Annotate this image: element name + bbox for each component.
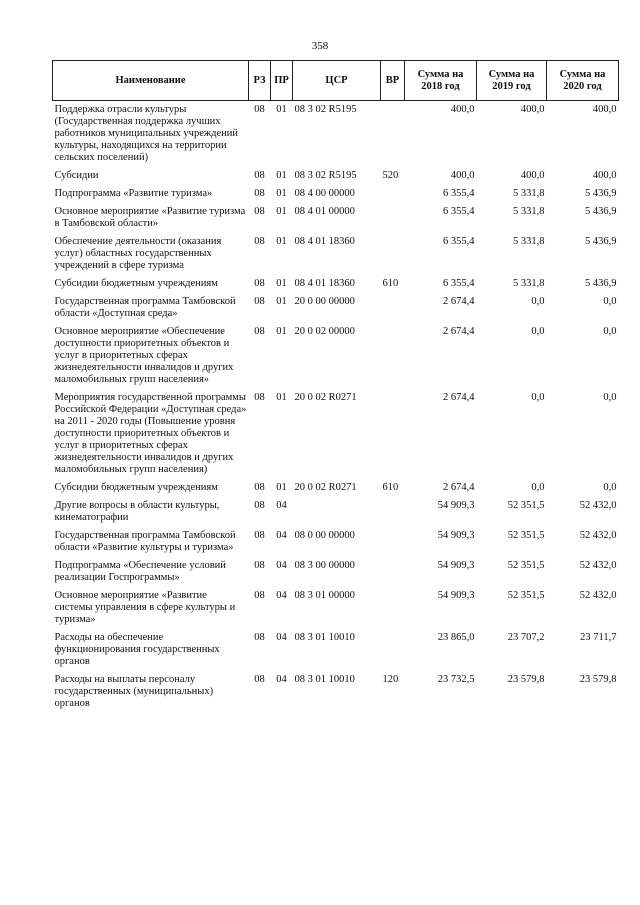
row-rz: 08 bbox=[254, 590, 265, 601]
table-row bbox=[53, 188, 619, 206]
row-sum-2020: 5 436,9 bbox=[585, 188, 617, 199]
row-csr: 08 3 02 R5195 bbox=[294, 170, 357, 181]
row-rz: 08 bbox=[254, 482, 265, 493]
row-name: Подпрограмма «Развитие туризма» bbox=[54, 188, 213, 199]
row-csr: 08 4 00 00000 bbox=[294, 188, 355, 199]
row-rz: 08 bbox=[254, 236, 265, 247]
row-rz: 08 bbox=[254, 296, 265, 307]
row-sum-2020: 23 711,7 bbox=[580, 632, 617, 643]
row-csr: 08 3 01 00000 bbox=[294, 590, 355, 601]
row-sum-2020: 5 436,9 bbox=[585, 206, 617, 217]
row-name: Поддержка отрасли культуры (Государственная поддержка лучших работников муниципальных учреждений культуры, находящихся на территории сельских поселений) bbox=[54, 104, 238, 163]
row-name: Субсидии бюджетным учреждениям bbox=[54, 482, 218, 493]
row-pr: 04 bbox=[276, 500, 287, 511]
row-sum-2018: 2 674,4 bbox=[443, 482, 475, 493]
row-pr: 01 bbox=[276, 482, 287, 493]
row-rz: 08 bbox=[254, 500, 265, 511]
row-csr: 20 0 02 00000 bbox=[294, 326, 355, 337]
row-vr bbox=[381, 530, 405, 560]
row-rz: 08 bbox=[254, 560, 265, 571]
row-sum-2019: 5 331,8 bbox=[513, 236, 545, 247]
row-sum-2018: 54 909,3 bbox=[437, 560, 475, 571]
table-row bbox=[53, 632, 619, 674]
table-row bbox=[53, 170, 619, 188]
row-sum-2020: 400,0 bbox=[592, 104, 617, 115]
row-vr bbox=[381, 590, 405, 632]
row-rz: 08 bbox=[254, 674, 265, 685]
row-pr: 01 bbox=[276, 278, 287, 289]
header-pr: ПР bbox=[271, 61, 293, 101]
row-csr: 08 0 00 00000 bbox=[294, 530, 355, 541]
row-name: Субсидии bbox=[54, 170, 99, 181]
row-name: Государственная программа Тамбовской области «Развитие культуры и туризма» bbox=[54, 530, 236, 553]
row-pr: 01 bbox=[276, 392, 287, 403]
row-sum-2019: 52 351,5 bbox=[507, 590, 545, 601]
row-csr: 08 4 01 18360 bbox=[294, 236, 355, 247]
row-sum-2018: 2 674,4 bbox=[443, 296, 475, 307]
row-rz: 08 bbox=[254, 632, 265, 643]
row-vr: 520 bbox=[382, 170, 399, 181]
row-name: Другие вопросы в области культуры, кинематографии bbox=[54, 500, 220, 523]
table-row bbox=[53, 674, 619, 716]
row-sum-2018: 23 732,5 bbox=[437, 674, 475, 685]
row-sum-2018: 400,0 bbox=[450, 170, 475, 181]
row-csr bbox=[293, 500, 381, 530]
row-csr: 20 0 02 R0271 bbox=[294, 392, 357, 403]
row-pr: 04 bbox=[276, 632, 287, 643]
row-pr: 04 bbox=[276, 560, 287, 571]
row-csr: 08 3 00 00000 bbox=[294, 560, 355, 571]
row-name: Расходы на выплаты персоналу государственных (муниципальных) органов bbox=[54, 674, 214, 709]
row-rz: 08 bbox=[254, 206, 265, 217]
row-pr: 01 bbox=[276, 188, 287, 199]
row-sum-2019: 0,0 bbox=[531, 392, 545, 403]
row-pr: 01 bbox=[276, 236, 287, 247]
table-row bbox=[53, 101, 619, 171]
row-sum-2019: 400,0 bbox=[520, 170, 545, 181]
row-pr: 01 bbox=[276, 170, 287, 181]
row-rz: 08 bbox=[254, 278, 265, 289]
row-rz: 08 bbox=[254, 326, 265, 337]
table-row bbox=[53, 560, 619, 590]
row-vr: 120 bbox=[382, 674, 399, 685]
table-row bbox=[53, 482, 619, 500]
header-sum-2019: Сумма на 2019 год bbox=[477, 61, 547, 101]
row-sum-2019: 0,0 bbox=[531, 326, 545, 337]
row-sum-2020: 5 436,9 bbox=[585, 278, 617, 289]
row-vr bbox=[381, 236, 405, 278]
row-sum-2019: 0,0 bbox=[531, 482, 545, 493]
row-sum-2019: 23 707,2 bbox=[507, 632, 545, 643]
table-row bbox=[53, 326, 619, 392]
row-name: Расходы на обеспечение функционирования государственных органов bbox=[54, 632, 220, 667]
row-sum-2019: 23 579,8 bbox=[507, 674, 545, 685]
row-rz: 08 bbox=[254, 104, 265, 115]
row-vr bbox=[381, 500, 405, 530]
row-sum-2020: 0,0 bbox=[603, 392, 617, 403]
header-name: Наименование bbox=[53, 61, 249, 101]
row-name: Субсидии бюджетным учреждениям bbox=[54, 278, 218, 289]
row-csr: 08 4 01 00000 bbox=[294, 206, 355, 217]
row-sum-2019: 52 351,5 bbox=[507, 500, 545, 511]
row-vr bbox=[381, 392, 405, 482]
budget-table bbox=[52, 60, 619, 716]
row-name: Мероприятия государственной программы Российской Федерации «Доступная среда» на 2011 - 2020 годы (Повышение уровня доступности приоритетных объектов и услуг в приоритетных сферах жизнедеятельности инвалидов и других маломобильных групп населения) bbox=[54, 392, 247, 475]
table-row bbox=[53, 236, 619, 278]
row-sum-2020: 52 432,0 bbox=[579, 500, 617, 511]
row-pr: 01 bbox=[276, 326, 287, 337]
row-pr: 01 bbox=[276, 104, 287, 115]
row-pr: 04 bbox=[276, 590, 287, 601]
row-vr bbox=[381, 632, 405, 674]
header-rz: РЗ bbox=[249, 61, 271, 101]
row-sum-2018: 6 355,4 bbox=[443, 206, 475, 217]
row-name: Обеспечение деятельности (оказания услуг) областных государственных учреждений в сфере туризма bbox=[54, 236, 222, 271]
row-csr: 20 0 02 R0271 bbox=[294, 482, 357, 493]
row-sum-2020: 52 432,0 bbox=[579, 590, 617, 601]
row-sum-2019: 0,0 bbox=[531, 296, 545, 307]
row-vr: 610 bbox=[382, 482, 399, 493]
row-vr bbox=[381, 560, 405, 590]
table-row bbox=[53, 530, 619, 560]
header-sum-2020: Сумма на 2020 год bbox=[547, 61, 619, 101]
table-row bbox=[53, 278, 619, 296]
row-pr: 04 bbox=[276, 674, 287, 685]
row-sum-2018: 2 674,4 bbox=[443, 326, 475, 337]
row-rz: 08 bbox=[254, 170, 265, 181]
row-sum-2019: 5 331,8 bbox=[513, 206, 545, 217]
row-rz: 08 bbox=[254, 530, 265, 541]
row-rz: 08 bbox=[254, 392, 265, 403]
header-csr: ЦСР bbox=[293, 61, 381, 101]
row-sum-2020: 0,0 bbox=[603, 296, 617, 307]
table-row bbox=[53, 590, 619, 632]
header-vr: ВР bbox=[381, 61, 405, 101]
row-sum-2020: 52 432,0 bbox=[579, 530, 617, 541]
row-sum-2020: 5 436,9 bbox=[585, 236, 617, 247]
row-name: Подпрограмма «Обеспечение условий реализации Госпрограммы» bbox=[54, 560, 226, 583]
row-sum-2019: 400,0 bbox=[520, 104, 545, 115]
row-csr: 20 0 00 00000 bbox=[294, 296, 355, 307]
table-body bbox=[53, 101, 619, 717]
row-sum-2018: 23 865,0 bbox=[437, 632, 475, 643]
row-csr: 08 3 01 10010 bbox=[294, 632, 355, 643]
row-sum-2018: 54 909,3 bbox=[437, 590, 475, 601]
row-sum-2018: 6 355,4 bbox=[443, 278, 475, 289]
table-row bbox=[53, 392, 619, 482]
row-vr: 610 bbox=[382, 278, 399, 289]
row-name: Основное мероприятие «Развитие туризма в Тамбовской области» bbox=[54, 206, 246, 229]
row-sum-2020: 23 579,8 bbox=[579, 674, 617, 685]
table-header-row bbox=[53, 61, 619, 101]
row-sum-2019: 52 351,5 bbox=[507, 560, 545, 571]
page-number: 358 bbox=[311, 40, 329, 52]
row-csr: 08 3 01 10010 bbox=[294, 674, 355, 685]
row-sum-2019: 52 351,5 bbox=[507, 530, 545, 541]
row-name: Государственная программа Тамбовской области «Доступная среда» bbox=[54, 296, 236, 319]
row-vr bbox=[381, 206, 405, 236]
row-sum-2018: 54 909,3 bbox=[437, 530, 475, 541]
row-csr: 08 4 01 18360 bbox=[294, 278, 355, 289]
row-vr bbox=[381, 101, 405, 171]
row-name: Основное мероприятие «Обеспечение доступности приоритетных объектов и услуг в приоритетных сферах жизнедеятельности инвалидов и других маломобильных групп населения» bbox=[54, 326, 234, 385]
table-row bbox=[53, 296, 619, 326]
row-vr bbox=[381, 326, 405, 392]
row-vr bbox=[381, 296, 405, 326]
row-rz: 08 bbox=[254, 188, 265, 199]
row-sum-2020: 52 432,0 bbox=[579, 560, 617, 571]
table-row bbox=[53, 206, 619, 236]
row-pr: 04 bbox=[276, 530, 287, 541]
row-vr bbox=[381, 188, 405, 206]
row-sum-2020: 400,0 bbox=[592, 170, 617, 181]
row-sum-2018: 54 909,3 bbox=[437, 500, 475, 511]
row-name: Основное мероприятие «Развитие системы управления в сфере культуры и туризма» bbox=[54, 590, 236, 625]
row-sum-2019: 5 331,8 bbox=[513, 278, 545, 289]
row-sum-2018: 6 355,4 bbox=[443, 236, 475, 247]
row-sum-2020: 0,0 bbox=[603, 482, 617, 493]
row-sum-2019: 5 331,8 bbox=[513, 188, 545, 199]
row-pr: 01 bbox=[276, 206, 287, 217]
row-sum-2018: 6 355,4 bbox=[443, 188, 475, 199]
row-pr: 01 bbox=[276, 296, 287, 307]
header-sum-2018: Сумма на 2018 год bbox=[405, 61, 477, 101]
row-sum-2018: 2 674,4 bbox=[443, 392, 475, 403]
row-sum-2018: 400,0 bbox=[450, 104, 475, 115]
row-sum-2020: 0,0 bbox=[603, 326, 617, 337]
table-row bbox=[53, 500, 619, 530]
row-csr: 08 3 02 R5195 bbox=[294, 104, 357, 115]
